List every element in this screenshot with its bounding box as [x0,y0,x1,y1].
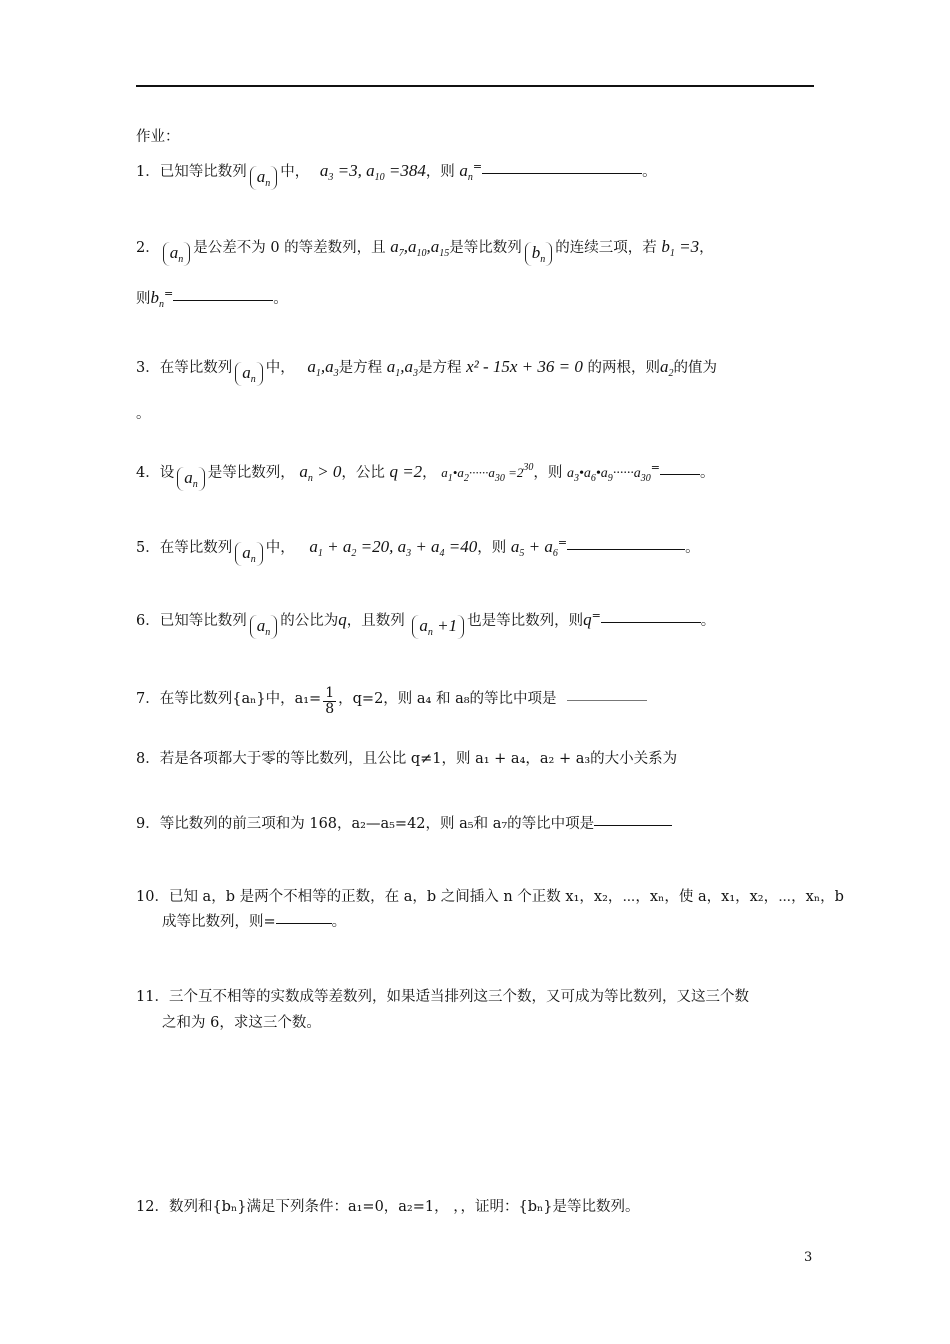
product-condition: $a_1•a_2\cdot\cdot\cdot\cdot\cdot\cdot a_{30} =2^{30}$ [441,462,534,484]
sequence-an: $a_n$ [163,242,191,266]
math-given: $a_3 =3$, $a_{10} =384$ [319,161,426,183]
sequence-an: $a_n$ [250,615,278,639]
problem-8: 8．若是各项都大于零的等比数列，且公比 q≠1，则 a₁ + a₄，a₂ + a₃的大小关系为 [136,751,678,767]
problem-2-line-2: 则$b_n^=$ 。 [136,287,288,310]
math-terms: $a_7,a_{10},a_{15}$ [390,237,450,259]
problem-9: 9．等比数列的前三项和为 168，a₂—a₅=42，则 a₅和 a₇的等比中项是 [136,813,672,835]
math-b1: $b_1 =3$ [661,237,700,259]
homework-title: 作业： [136,129,180,145]
fraction-one-eighth: $\frac{1}{8}$ [325,685,335,717]
answer-blank [173,288,273,301]
problem-11-line-2: 之和为 6，求这三个数。 [162,1015,321,1031]
problem-3-line-2: 。 [136,406,151,422]
sequence-bn: $b_n$ [525,242,553,266]
problem-6: 6．已知等比数列 $a_n$的公比为q，且数列 $a_n +1$ 也是等比数列，则q= 。 [136,609,716,638]
problem-11: 11．三个互不相等的实数成等差数列，如果适当排列这三个数，又可成为等比数列，又这三个数 [136,989,749,1005]
sequence-an: $a_n$ [177,467,205,491]
problem-number: 1． [136,164,160,180]
sequence-an: $a_n$ [235,542,263,566]
quadratic-equation: x² - 15x + 36 = 0 [466,357,583,376]
problem-12: 12．数列和{bₙ}满足下列条件：a₁=0，a₂=1， ，，证明：{bₙ}是等比数列。 [136,1199,640,1215]
math-bn: $b_n$ [150,288,164,310]
problem-7: 7．在等比数列{aₙ}中，a₁= $\frac{1}{8}$ ，q=2，则 a₄ 和 a₈的等比中项是 [136,686,647,717]
header-rule [136,85,814,87]
problem-4: 4．设 $a_n$是等比数列， $a_n > 0$，公比 q =2， $a_1•a_2\cdot\cdot\cdot\cdot\cdot\cdot a_{30} =2^{30}$，则 $a_3•a_6•a_9\cdot\cdot\cdot\cdot\cdot\cdot a_{30}^=$ 。 [136,461,715,490]
problem-10-line-2: 成等比数列，则= 。 [162,911,346,933]
sequence-an: $a_n$ [235,362,263,386]
answer-blank [567,537,685,550]
sequence-an-plus-1: $a_n +1$ [412,615,464,639]
answer-blank [594,813,672,826]
answer-blank [567,688,647,701]
answer-blank [482,161,642,174]
problem-3: 3．在等比数列 $a_n$中， $a_1,a_3$是方程 $a_1,a_3$是方程 x² - 15x + 36 = 0 的两根，则$a_2$的值为 [136,357,717,385]
answer-blank [660,462,700,475]
answer-blank [276,911,332,924]
problem-5: 5．在等比数列 $a_n$中， $a_1 + a_2 =20$, $a_3 + a_4 =40$，则 $a_5 + a_6^=$ 。 [136,536,700,565]
problem-1: 1．已知等比数列 $a_n$中， $a_3 =3$, $a_{10} =384$，则 $a_n^=$ 。 [136,160,657,189]
problem-10: 10．已知 a，b 是两个不相等的正数，在 a，b 之间插入 n 个正数 x₁，x₂，⋯，xₙ，使 a，x₁，x₂，⋯，xₙ，b [136,889,844,905]
page-number: 3 [804,1250,813,1265]
answer-blank [601,610,701,623]
sequence-an: $a_n$ [250,166,278,190]
math-an: $a_n$ [459,161,473,183]
problem-2: 2． $a_n$是公差不为 0 的等差数列，且 $a_7,a_{10},a_{15}$是等比数列 $b_n$的连续三项，若 $b_1 =3$， [136,237,714,265]
